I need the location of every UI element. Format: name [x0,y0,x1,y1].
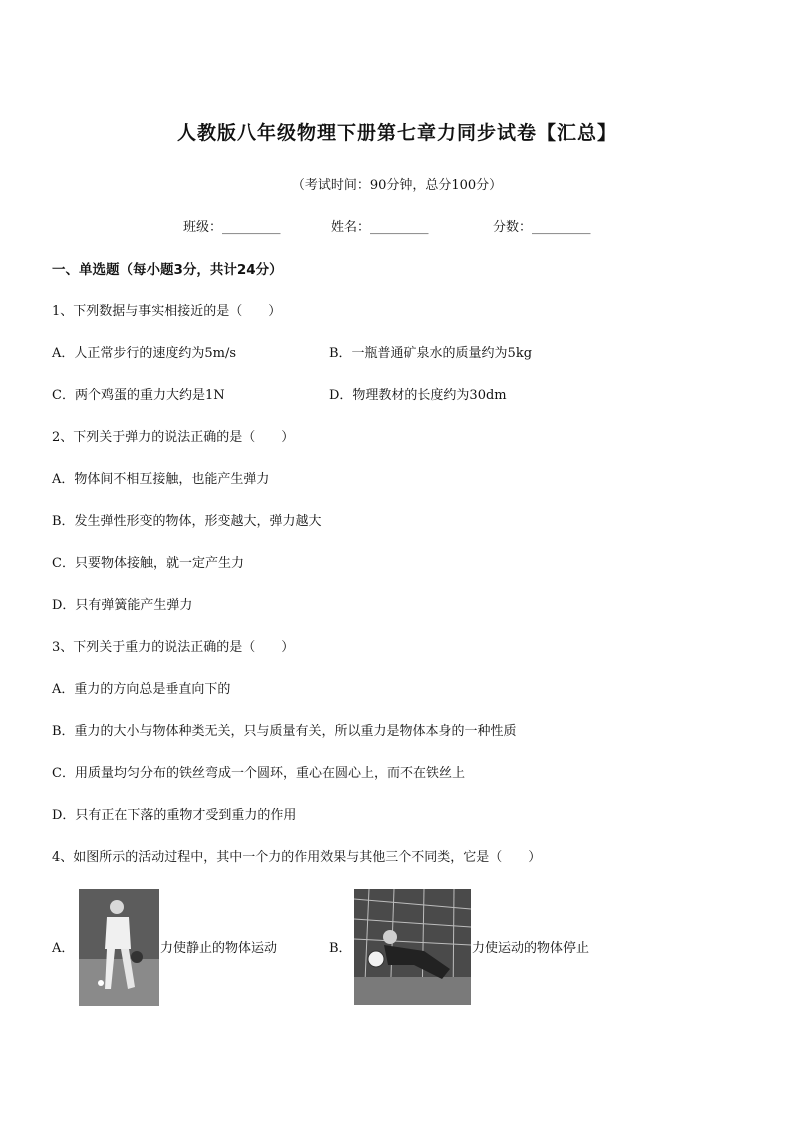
q2-option-c: C．只要物体接触，就一定产生力 [52,556,244,571]
q2-option-a: A．物体间不相互接触，也能产生弹力 [52,472,270,487]
exam-title: 人教版八年级物理下册第七章力同步试卷【汇总】 [176,122,617,144]
q2-option-d: D．只有弹簧能产生弹力 [52,598,193,613]
q3-option-a: A．重力的方向总是垂直向下的 [52,682,231,697]
q3-option-b: B．重力的大小与物体种类无关，只与质量有关，所以重力是物体本身的一种性质 [52,724,517,739]
section-heading: 一、单选题（每小题3分，共计24分） [52,262,283,278]
q2-option-b: B．发生弹性形变的物体，形变越大，弹力越大 [52,514,322,529]
q3-option-c: C．用质量均匀分布的铁丝弯成一个圆环，重心在圆心上，而不在铁丝上 [52,766,465,781]
q1-option-a: A．人正常步行的速度约为5m/s [52,346,237,361]
q1-option-c: C．两个鸡蛋的重力大约是1N [52,388,225,403]
q3-option-d: D．只有正在下落的重物才受到重力的作用 [52,808,297,823]
score-field: 分数：_________ [493,220,591,235]
q4-option-b-letter: B． [329,941,352,956]
q1-option-d: D．物理教材的长度约为30dm [329,388,507,403]
q1-option-b: B．一瓶普通矿泉水的质量约为5kg [329,346,533,361]
question-2-stem: 2、下列关于弹力的说法正确的是（ ） [52,430,295,445]
goalkeeper-photo [354,889,471,1005]
question-3-stem: 3、下列关于重力的说法正确的是（ ） [52,640,295,655]
q4-option-b-caption: 力使运动的物体停止 [472,941,590,956]
name-field: 姓名：_________ [331,220,429,235]
question-4-stem: 4、如图所示的活动过程中，其中一个力的作用效果与其他三个不同类，它是（ ） [52,850,542,865]
class-field: 班级：_________ [183,220,281,235]
baseball-player-photo [79,889,159,1006]
q4-option-a-caption: 力使静止的物体运动 [160,941,278,956]
q4-option-a-letter: A． [52,941,75,956]
exam-subtitle: （考试时间：90分钟，总分100分） [291,178,503,193]
question-1-stem: 1、下列数据与事实相接近的是（ ） [52,304,282,319]
